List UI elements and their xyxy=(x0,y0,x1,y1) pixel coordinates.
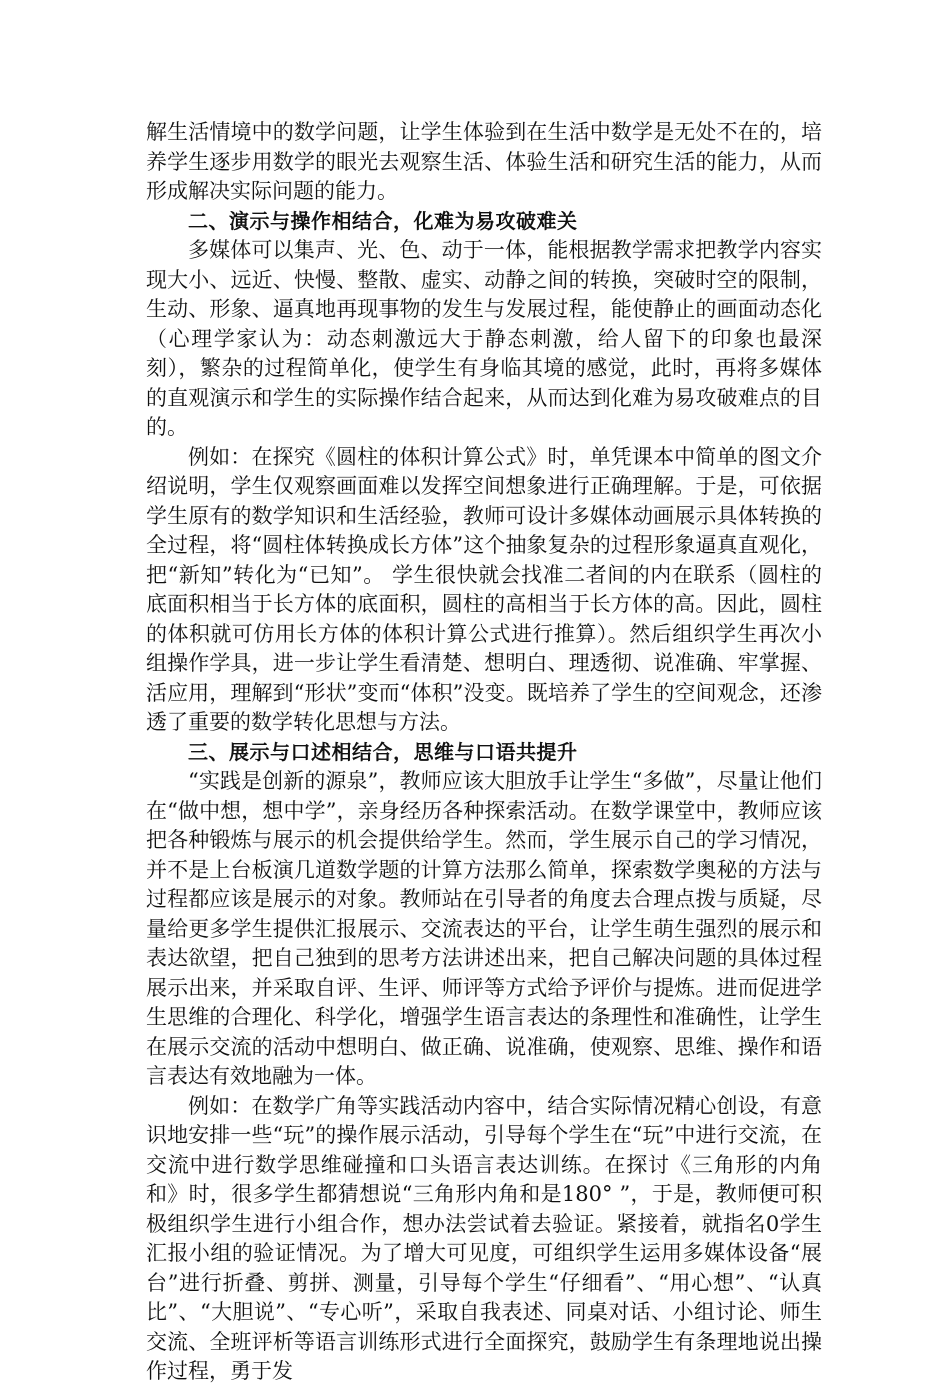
section-heading-2: 二、演示与操作相结合，化难为易攻破难关 xyxy=(188,208,578,233)
paragraph-multimedia: 多媒体可以集声、光、色、动于一体，能根据教学需求把教学内容实现大小、远近、快慢、整散、虚实、动静之间的转换，突破时空的限制，生动、形象、逼真地再现事物的发生与发展过程，能使静止的画面动态化（心理学家认为：动态刺激远大于静态刺激，给人留下的印象也最深刻），繁杂的过程简单化，使学生有身临其境的感觉，此时，再将多媒体的直观演示和学生的实际操作结合起来，从而达到化难为易攻破难点的目的。 xyxy=(146,238,822,439)
document-page xyxy=(146,118,822,1387)
paragraph-practice: “实践是创新的源泉”，教师应该大胆放手让学生“多做”，尽量让他们在“做中想，想中学”，亲身经历各种探索活动。在数学课堂中，教师应该把各种锻炼与展示的机会提供给学生。然而，学生展示自己的学习情况，并不是上台板演几道数学题的计算方法那么简单，探索数学奥秘的方法与过程都应该是展示的对象。教师站在引导者的角度去合理点拨与质疑，尽量给更多学生提供汇报展示、交流表达的平台，让学生萌生强烈的展示和表达欲望，把自己独到的思考方法讲述出来，把自己解决问题的具体过程展示出来，并采取自评、生评、师评等方式给予评价与提炼。进而促进学生思维的合理化、科学化，增强学生语言表达的条理性和准确性，让学生在展示交流的活动中想明白、做正确、说准确，使观察、思维、操作和语言表达有效地融为一体。 xyxy=(146,769,822,1088)
paragraph-triangle-example: 例如：在数学广角等实践活动内容中，结合实际情况精心创设，有意识地安排一些“玩”的操作展示活动，引导每个学生在“玩”中进行交流，在交流中进行数学思维碰撞和口头语言表达训练。在探讨《三角形的内角和》时，很多学生都猜想说“三角形内角和是180° ”，于是，教师便可积极组织学生进行小组合作，想办法尝试着去验证。紧接着，就指名0学生汇报小组的验证情况。为了增大可见度，可组织学生运用多媒体设备“展台”进行折叠、剪拼、测量，引导每个学生“仔细看”、“用心想”、“认真比”、“大胆说”、“专心听”，采取自我表述、同桌对话、小组讨论、师生交流、全班评析等语言训练形式进行全面探究，鼓励学生有条理地说出操作过程，勇于发 xyxy=(146,1093,822,1383)
paragraph-cylinder-example: 例如：在探究《圆柱的体积计算公式》时，单凭课本中简单的图文介绍说明，学生仅观察画面难以发挥空间想象进行正确理解。于是，可依据学生原有的数学知识和生活经验，教师可设计多媒体动画展示具体转换的全过程，将“圆柱体转换成长方体”这个抽象复杂的过程形象逼真直观化，把“新知”转化为“已知”。 学生很快就会找准二者间的内在联系（圆柱的底面积相当于长方体的底面积，圆柱的高相当于长方体的高。因此，圆柱的体积就可仿用长方体的体积计算公式进行推算）。然后组织学生再次小组操作学具，进一步让学生看清楚、想明白、理透彻、说准确、牢掌握、活应用，理解到“形状”变而“体积”没变。既培养了学生的空间观念，还渗透了重要的数学转化思想与方法。 xyxy=(146,444,822,734)
section-heading-3: 三、展示与口述相结合，思维与口语共提升 xyxy=(188,739,578,764)
paragraph-intro-continuation: 解生活情境中的数学问题，让学生体验到在生活中数学是无处不在的，培养学生逐步用数学的眼光去观察生活、体验生活和研究生活的能力，从而形成解决实际问题的能力。 xyxy=(146,120,822,203)
